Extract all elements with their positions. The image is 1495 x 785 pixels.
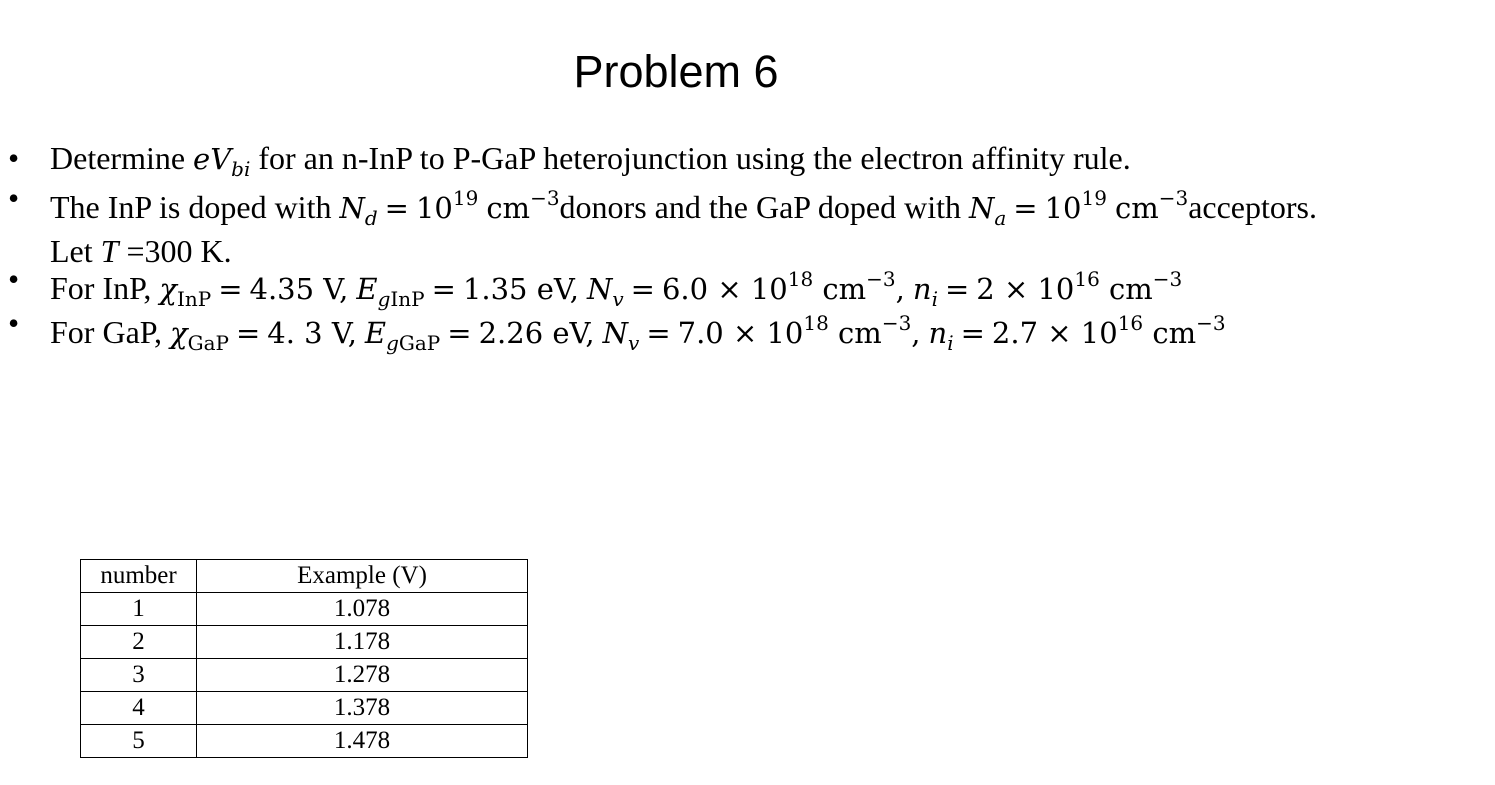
cell-number: 4 <box>81 692 197 725</box>
bullet-determine-ebi <box>8 142 1493 182</box>
math-punct: , <box>895 272 905 306</box>
bullet-text: =300 K. <box>118 233 232 269</box>
cell-number: 5 <box>81 725 197 758</box>
math-unit: cm <box>1114 191 1159 225</box>
math-var: χ <box>170 316 188 350</box>
equals-sign: = <box>646 316 671 350</box>
cell-value: 1.378 <box>197 692 528 725</box>
table-row <box>81 593 528 626</box>
math-value: 7.0 × 10 <box>677 316 804 350</box>
math-subscript: i <box>947 331 954 355</box>
equals-sign: = <box>218 272 243 306</box>
column-header-example: Example (V) <box>197 560 528 593</box>
cell-value: 1.478 <box>197 725 528 758</box>
bullet-doping <box>8 182 1493 269</box>
math-subscript: v <box>612 287 624 311</box>
cell-number: 1 <box>81 593 197 626</box>
table-header-row <box>81 560 528 593</box>
math-value: 6.0 × 10 <box>661 272 788 306</box>
math-var: N <box>602 316 628 350</box>
bullet-text: Determine <box>50 140 194 176</box>
math-superscript: 16 <box>1117 311 1144 335</box>
cell-number: 3 <box>81 659 197 692</box>
table-row <box>81 692 528 725</box>
cell-number: 2 <box>81 626 197 659</box>
bullet-text: Let <box>50 233 101 269</box>
math-var: n <box>928 316 948 350</box>
math-var: N <box>586 272 613 306</box>
math-value: 2.26 eV, <box>478 316 595 350</box>
math-unit: cm <box>486 191 531 225</box>
math-subscript: InP <box>176 287 212 311</box>
math-superscript: −3 <box>1196 311 1226 335</box>
table-row <box>81 659 528 692</box>
math-value: 1.35 eV, <box>462 272 579 306</box>
math-var: E <box>356 272 378 306</box>
math-unit: cm <box>1143 316 1197 350</box>
table-row <box>81 626 528 659</box>
equals-sign: = <box>944 272 970 306</box>
math-subscript: i <box>931 287 938 311</box>
equals-sign: = <box>384 191 409 225</box>
math-subscript: bi <box>231 157 251 181</box>
math-subscript: GaP <box>187 331 229 355</box>
cell-value: 1.278 <box>197 659 528 692</box>
equals-sign: = <box>431 272 456 306</box>
math-punct: , <box>911 316 921 350</box>
math-var: N <box>339 191 365 225</box>
math-subscript: v <box>628 331 640 355</box>
cell-value: 1.178 <box>197 626 528 659</box>
bullet-text: For InP, <box>50 270 160 306</box>
math-superscript: 19 <box>1081 186 1107 210</box>
math-var: χ <box>159 272 177 306</box>
bullet-inp-params <box>8 263 1493 311</box>
bullet-text: For GaP, <box>50 314 171 350</box>
math-superscript: 16 <box>1074 267 1100 291</box>
math-subscript: GaP <box>398 331 441 355</box>
answer-options-table <box>80 559 528 758</box>
math-var: E <box>364 316 387 350</box>
equals-sign: = <box>235 316 261 350</box>
column-header-number: number <box>81 560 197 593</box>
math-superscript: 19 <box>452 186 479 210</box>
bullet-text: for an n-InP to P-GaP heterojunction using the electron affinity rule. <box>250 140 1131 176</box>
math-value: 4.35 V, <box>249 272 349 306</box>
bullet-gap-params <box>8 307 1493 355</box>
math-superscript: 18 <box>803 311 829 335</box>
math-superscript: −3 <box>530 186 560 210</box>
math-subscript: InP <box>390 287 425 311</box>
math-var: eV <box>193 142 232 176</box>
equals-sign: = <box>1013 191 1038 225</box>
equals-sign: = <box>960 316 985 350</box>
math-value: 2.7 × 10 <box>991 316 1118 350</box>
equals-sign: = <box>447 316 472 350</box>
math-subscript: d <box>364 206 378 230</box>
math-subscript: g <box>386 331 399 355</box>
math-unit: cm <box>813 272 867 306</box>
equals-sign: = <box>630 272 655 306</box>
math-var: T <box>100 233 119 269</box>
math-subscript: g <box>377 287 391 311</box>
math-value: 2 × 10 <box>976 272 1075 306</box>
math-var: N <box>968 191 995 225</box>
math-superscript: 18 <box>787 267 814 291</box>
math-superscript: −3 <box>1152 267 1183 291</box>
bullet-text: The InP is doped with <box>50 189 340 225</box>
math-subscript: a <box>994 206 1007 230</box>
bullet-text: acceptors. <box>1188 189 1317 225</box>
math-value: 10 <box>415 191 453 225</box>
problem-statement-list <box>8 140 1493 355</box>
math-superscript: −3 <box>866 267 896 291</box>
math-value: 4. 3 V, <box>267 316 357 350</box>
cell-value: 1.078 <box>197 593 528 626</box>
math-unit: cm <box>1099 272 1153 306</box>
math-var: n <box>912 272 932 306</box>
math-superscript: −3 <box>1158 186 1189 210</box>
bullet-text: donors and the GaP doped with <box>559 189 969 225</box>
math-superscript: −3 <box>881 311 912 335</box>
page-title: Problem 6 <box>573 46 779 97</box>
math-value: 10 <box>1044 191 1082 225</box>
table-row <box>81 725 528 758</box>
math-unit: cm <box>828 316 882 350</box>
